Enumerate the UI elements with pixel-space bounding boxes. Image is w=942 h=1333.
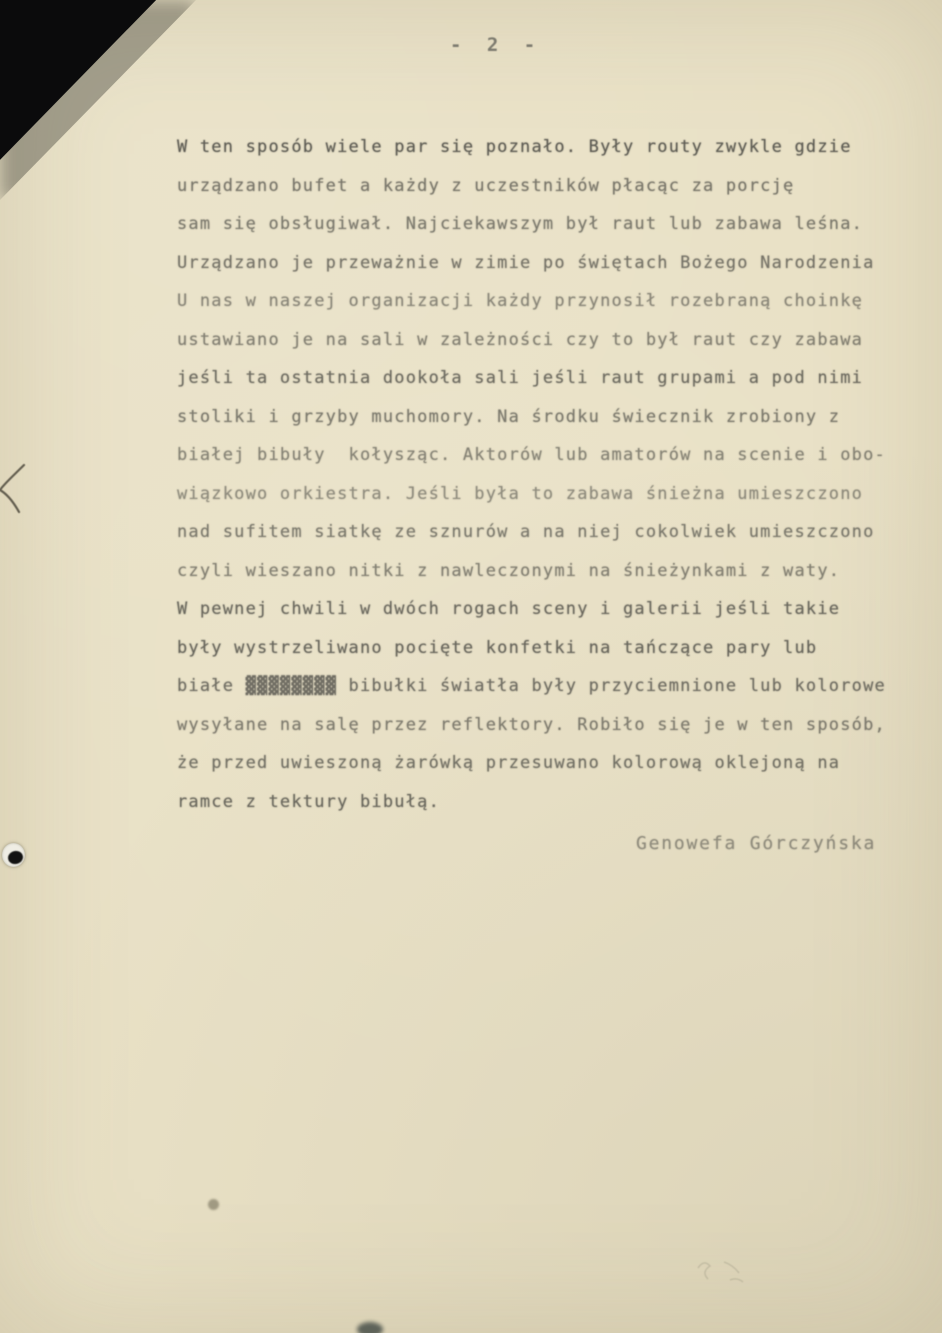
pencil-squiggle-icon [688,1256,752,1294]
text-line: Urządzano je przeważnie w zimie po świętach Bożego Narodzenia [177,252,875,273]
text-line: W ten sposób wiele par się poznało. Były routy zwykle gdzie [177,137,852,157]
text-line: że przed uwieszoną żarówką przesuwano kolorową oklejoną na [177,753,841,773]
text-line: stoliki i grzyby muchomory. Na środku świecznik zrobiony z [177,406,841,427]
text-line: wiązkowo orkiestra. Jeśli była to zabawa śnieżna umieszczono [177,483,864,504]
text-line: wysyłane na salę przez reflektory. Robiło się je w ten sposób, [177,714,886,735]
text-line: W pewnej chwili w dwóch rogach sceny i galerii jeśli takie [177,599,841,619]
text-line: jeśli ta ostatnia dookoła sali jeśli raut grupami a pod nimi [177,368,864,388]
signature: Genowefa Górczyńska [636,833,877,854]
text-line: sam się obsługiwał. Najciekawszym był raut lub zabawa leśna. [177,214,864,234]
text-line: urządzano bufet a każdy z uczestników płacąc za porcję [177,175,795,196]
typewritten-text-block [177,128,897,821]
ink-dot-icon [208,1199,219,1210]
punch-hole-shadow [7,849,25,865]
bottom-smudge-icon [357,1322,383,1333]
text-line: były wystrzeliwano pocięte konfetki na tańczące pary lub [177,637,818,658]
text-line: białe ▓▓▓▓▓▓▓▓ bibułki światła były przyciemnione lub kolorowe [177,676,886,696]
text-line: czyli wieszano nitki z nawleczonymi na śnieżynkami z waty. [177,560,841,581]
text-line: ramce z tektury bibułą. [177,791,441,812]
pencil-check-mark-icon [0,460,29,518]
text-line: białej bibuły kołysząc. Aktorów lub amatorów na scenie i obo- [177,445,886,465]
page-number: - 2 - [450,34,543,56]
text-line: ustawiano je na sali w zależności czy to był raut czy zabawa [177,329,864,350]
text-line: U nas w naszej organizacji każdy przynosił rozebraną choinkę [177,291,864,311]
text-line: nad sufitem siatkę ze sznurów a na niej cokolwiek umieszczono [177,522,875,542]
punch-hole-icon [2,843,25,867]
